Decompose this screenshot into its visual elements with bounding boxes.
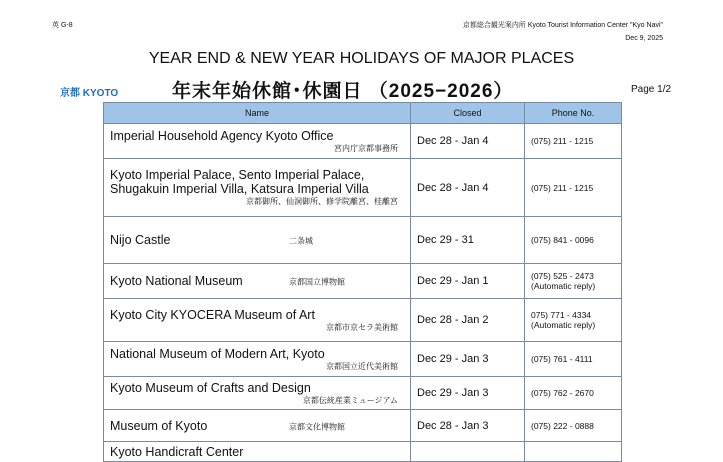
table-row xyxy=(104,377,622,410)
phone-note: (Automatic reply) xyxy=(531,281,596,291)
place-name-jp: 二条城 xyxy=(289,236,313,246)
table-row xyxy=(104,264,622,299)
place-name: Kyoto Museum of Crafts and Design xyxy=(110,380,311,395)
city-label: 京都 KYOTO xyxy=(60,88,119,99)
phone-number: (075) 222 - 0888 xyxy=(531,420,594,431)
place-name: Kyoto National Museum xyxy=(110,274,243,288)
phone-number: (075) 211 - 1215 xyxy=(531,182,594,193)
place-name: Imperial Household Agency Kyoto Office xyxy=(110,128,334,143)
place-name-cell xyxy=(104,410,411,442)
place-name-jp: 宮内庁京都事務所 xyxy=(334,143,398,153)
col-phone: Phone No. xyxy=(525,103,622,124)
place-name: Kyoto Handicraft Center xyxy=(110,444,244,459)
phone-number: (075) 841 - 0096 xyxy=(531,235,594,245)
place-name-cell xyxy=(104,342,411,377)
table-row xyxy=(104,342,622,377)
place-name-line2: Shugakuin Imperial Villa, Katsura Imperial Villa xyxy=(110,182,369,196)
phone-cell xyxy=(525,410,622,442)
col-closed: Closed xyxy=(411,103,525,124)
place-name: Nijo Castle xyxy=(110,233,171,247)
phone-cell xyxy=(525,264,622,299)
place-name: Kyoto City KYOCERA Museum of Art xyxy=(110,307,315,322)
phone-number: (075) 762 - 2670 xyxy=(531,388,594,398)
doc-code: 英 G-8 xyxy=(52,22,73,29)
closed-cell: Dec 29 - 31 xyxy=(411,217,525,264)
table-row xyxy=(104,299,622,342)
phone-number: (075) 525 - 2473 xyxy=(531,271,594,281)
phone-note: (Automatic reply) xyxy=(531,320,596,330)
phone-number: (075) 761 - 4111 xyxy=(531,354,593,364)
place-name-cell xyxy=(104,442,411,462)
closed-cell xyxy=(411,442,525,462)
table-row xyxy=(104,159,622,217)
closed-cell: Dec 28 - Jan 3 xyxy=(411,410,525,442)
place-name-jp: 京都国立博物館 xyxy=(289,277,345,287)
table-row xyxy=(104,442,622,462)
phone-cell xyxy=(525,342,622,377)
place-name-cell xyxy=(104,264,411,299)
closed-cell: Dec 29 - Jan 3 xyxy=(411,342,525,377)
place-name-jp: 京都国立近代美術館 xyxy=(326,361,398,371)
place-name: Museum of Kyoto xyxy=(110,418,208,433)
place-name-cell xyxy=(104,159,411,217)
holiday-table xyxy=(103,102,622,462)
phone-number: 075) 771 - 4334 xyxy=(531,310,592,320)
place-name: National Museum of Modern Art, Kyoto xyxy=(110,346,325,361)
place-name-jp: 京都伝統産業ミュージアム xyxy=(302,395,398,405)
closed-cell: Dec 29 - Jan 3 xyxy=(411,377,525,410)
place-name-cell xyxy=(104,299,411,342)
phone-number: (075) 211 - 1215 xyxy=(531,136,594,146)
phone-cell xyxy=(525,124,622,159)
col-name: Name xyxy=(104,103,411,124)
table-row xyxy=(104,124,622,159)
closed-cell: Dec 29 - Jan 1 xyxy=(411,264,525,299)
table-row xyxy=(104,217,622,264)
place-name-jp: 京都文化博物館 xyxy=(289,422,345,432)
phone-cell xyxy=(525,299,622,342)
place-name-cell xyxy=(104,377,411,410)
org-name: 京都総合観光案内所 Kyoto Tourist Information Center "Kyo Navi" xyxy=(462,22,663,29)
closed-cell: Dec 28 - Jan 4 xyxy=(411,124,525,159)
phone-cell xyxy=(525,217,622,264)
phone-cell xyxy=(525,442,622,462)
phone-cell xyxy=(525,377,622,410)
jp-title: 年末年始休館･休園日 （2025−2026） xyxy=(172,81,514,102)
closed-cell: Dec 28 - Jan 2 xyxy=(411,299,525,342)
place-name-jp: 京都御所、仙洞御所、修学院離宮、桂離宮 xyxy=(246,197,398,206)
closed-cell: Dec 28 - Jan 4 xyxy=(411,159,525,217)
place-name: Kyoto Imperial Palace, Sento Imperial Palace, xyxy=(110,168,365,182)
doc-date: Dec 9, 2025 xyxy=(625,35,663,42)
place-name-jp: 京都市京セラ美術館 xyxy=(326,322,398,332)
place-name-cell xyxy=(104,124,411,159)
table-row xyxy=(104,410,622,442)
place-name-cell xyxy=(104,217,411,264)
page-number: Page 1/2 xyxy=(631,84,672,95)
phone-cell xyxy=(525,159,622,217)
page-title: YEAR END & NEW YEAR HOLIDAYS OF MAJOR PLACES xyxy=(148,50,575,67)
